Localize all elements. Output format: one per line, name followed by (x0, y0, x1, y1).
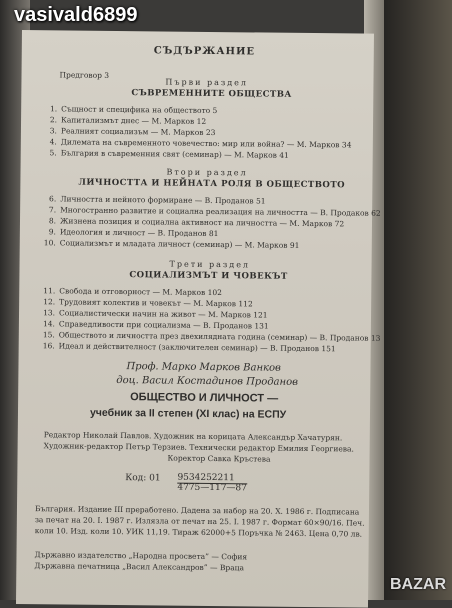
part3-label: Трети раздел (169, 259, 251, 270)
toc-item: 3. Реалният социализъм — М. Марков 23 (49, 126, 216, 138)
credits-line-1: Редактор Николай Павлов. Художник на корицата Александър Хачатурян. (43, 430, 343, 443)
part3-heading: СОЦИАЛИЗМЪТ И ЧОВЕКЪТ (129, 270, 288, 282)
code-top: 9534252211 (177, 474, 247, 485)
book-code (125, 473, 247, 493)
publication-line-1: България. Издание III преработено. Дадена за набор на 20. X. 1986 г. Подписана (34, 504, 360, 517)
book-spine-shadow (374, 0, 452, 600)
code-fraction (177, 474, 247, 494)
toc-item: 16. Идеал и действителност (заключителен семинар) — В. Проданов 151 (42, 341, 336, 354)
author-2: доц. Васил Костадинов Проданов (116, 375, 299, 388)
toc-item: 15. Обществото и личността през двехилядната година (семинар) — В. Проданов 13 (42, 330, 381, 343)
part2-label: Втори раздел (166, 167, 248, 178)
book-subtitle: учебник за II степен (XI клас) на ЕСПУ (89, 406, 287, 421)
publication-line-2: за печат на 20. I. 1987 г. Излязла от печат на 25. I. 1987 г. Формат 60×90/16. Печ. (34, 515, 365, 528)
toc-item: 2. Капитализмът днес — М. Марков 12 (49, 115, 207, 126)
toc-item: 8. Жизнена позиция и социална активност на личността — М. Марков 72 (48, 216, 345, 229)
toc-item: 9. Идеология и личност — В. Проданов 81 (48, 227, 219, 239)
toc-item: 5. България в съвременния свят (семинар) — М. Марков 41 (49, 148, 289, 160)
printer-line: Държавна печатница „Васил Александров” — Враца (34, 561, 245, 573)
toc-item: 6. Личността и нейното формиране — В. Проданов 51 (49, 194, 266, 206)
part1-label: Първи раздел (165, 77, 249, 88)
seller-watermark: vasivald6899 (14, 4, 138, 26)
toc-item: 7. Многостранно развитие и социална реализация на личността — В. Продаков 62 (48, 205, 381, 218)
author-1: Проф. Марко Марков Ванков (126, 361, 281, 374)
credits-line-2: Художник-редактор Петър Терзиев. Технически редактор Емилия Георгиева. (43, 441, 354, 454)
toc-item: 1. Същност и специфика на обществото 5 (49, 104, 218, 116)
part1-heading: СЪВРЕМЕННИТЕ ОБЩЕСТВА (131, 88, 292, 100)
publication-line-3: коли 10. Изд. коли 10. УИК 11,19. Тираж 62000+5 Поръчка № 2463. Цена 0,70 лв. (34, 526, 363, 539)
toc-preface: Предговор 3 (59, 70, 110, 80)
toc-item: 11. Свобода и отговорност — М. Марков 102 (43, 286, 222, 298)
toc-item: 13. Социалистически начин на живот — М. Марков 121 (43, 308, 268, 320)
bazar-logo: BAZAR (390, 576, 446, 593)
toc-item: 14. Справедливости при социализма — В. Проданов 131 (42, 319, 269, 331)
code-bottom: 4775—117—87 (177, 482, 247, 494)
part2-heading: ЛИЧНОСТТА И НЕЙНАТА РОЛЯ В ОБЩЕСТВОТО (78, 177, 346, 191)
toc-item: 4. Дилемата на съвременното човечество: мир или война? — М. Марков 34 (49, 137, 352, 150)
credits-line-3: Коректор Савка Кръстева (167, 453, 271, 464)
publisher-line: Държавно издателство „Народна просвета” — София (34, 550, 248, 562)
code-label: Код: 01 (125, 473, 161, 484)
toc-item: 10. Социализмът и младата личност (семинар) — М. Марков 91 (43, 238, 300, 250)
book-page (16, 30, 381, 608)
toc-item: 12. Трудовият колектив и човекът — М. Марков 112 (43, 297, 253, 309)
book-title: ОБЩЕСТВО И ЛИЧНОСТ — (130, 391, 279, 405)
toc-title: СЪДЪРЖАНИЕ (153, 45, 256, 58)
